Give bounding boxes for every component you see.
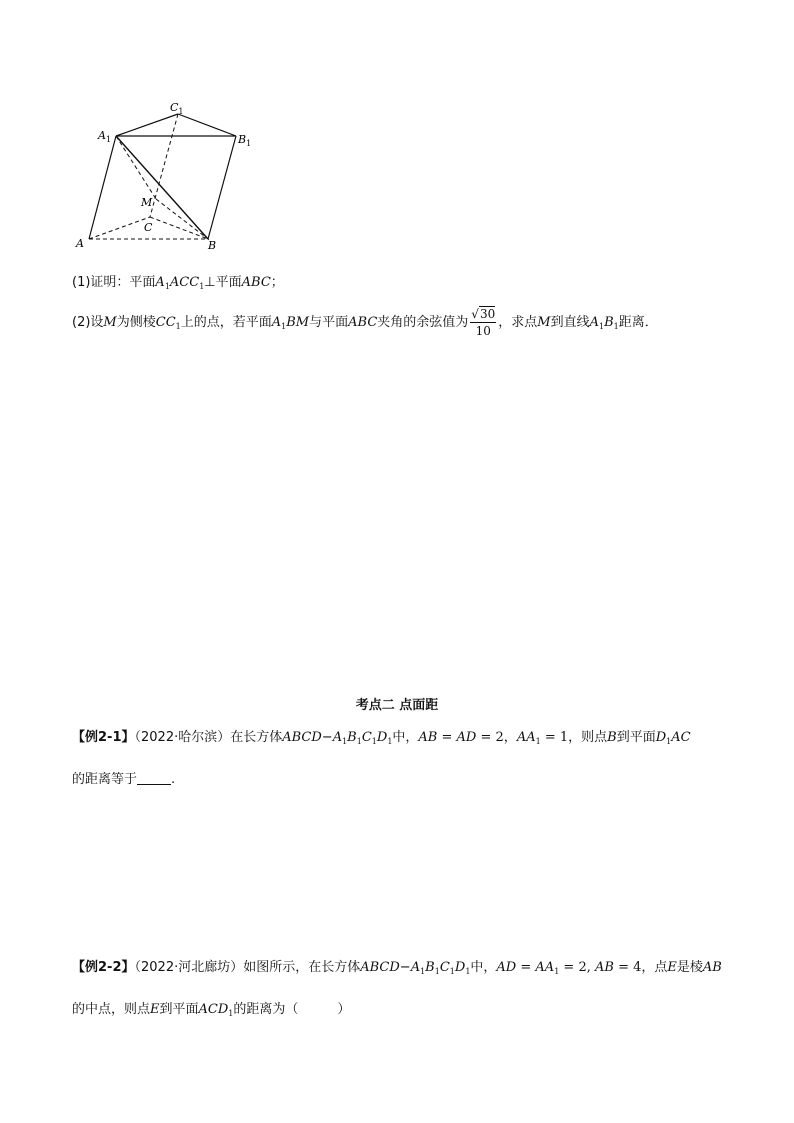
label-a1: $A_1$: [98, 129, 112, 144]
example-2-1: 【例2-1】（2022·哈尔滨）在长方体$ABCD-A_1B_1C_1D_1$中，AB = AD = 2，$AA_1 = 1$，则点B到平面$D_1AC$: [72, 730, 691, 746]
question-2: (2)设M为侧棱$CC_1$上的点，若平面$A_1BM$与平面ABC夹角的余弦值为 $\frac{√30}{10}$ ，求点M到直线$A_1B_1$距离．: [72, 307, 658, 338]
label-b1: $B_1$: [238, 133, 252, 148]
edge-a1-a: [89, 136, 116, 239]
cosine-fraction: $\frac{√30}{10}$: [471, 307, 496, 338]
label-a: A: [76, 237, 84, 250]
label-m: M: [141, 196, 153, 209]
edge-b1-b: [208, 136, 236, 239]
question-1: (1)证明：平面$A_1ACC_1\perp$平面ABC；: [72, 275, 284, 291]
example-2-2: 【例2-2】（2022·河北廊坊）如图所示，在长方体$ABCD-A_1B_1C_1D_1$中，AD = $AA_1 = 2$, AB = 4，点E是棱AB: [72, 960, 722, 976]
edge-a1-c1: [116, 114, 178, 136]
edge-m-b: [156, 199, 208, 239]
section-title: 考点二 点面距: [355, 698, 439, 713]
prism-figure: [70, 95, 270, 255]
edge-c-b: [150, 217, 208, 239]
answer-blank[interactable]: [137, 772, 171, 785]
example-2-1-line2: 的距离等于 .: [72, 772, 176, 787]
edge-a1-m: [116, 136, 156, 199]
label-b: B: [208, 239, 217, 252]
edge-a-c: [89, 217, 150, 239]
label-c: C: [144, 221, 153, 234]
edge-c1-b1: [178, 114, 236, 136]
label-c1: $C_1$: [170, 101, 184, 116]
example-2-2-line2: 的中点，则点E到平面$ACD_1$的距离为（ ）: [72, 1002, 351, 1018]
edge-a1-b-bold: [117, 137, 209, 240]
